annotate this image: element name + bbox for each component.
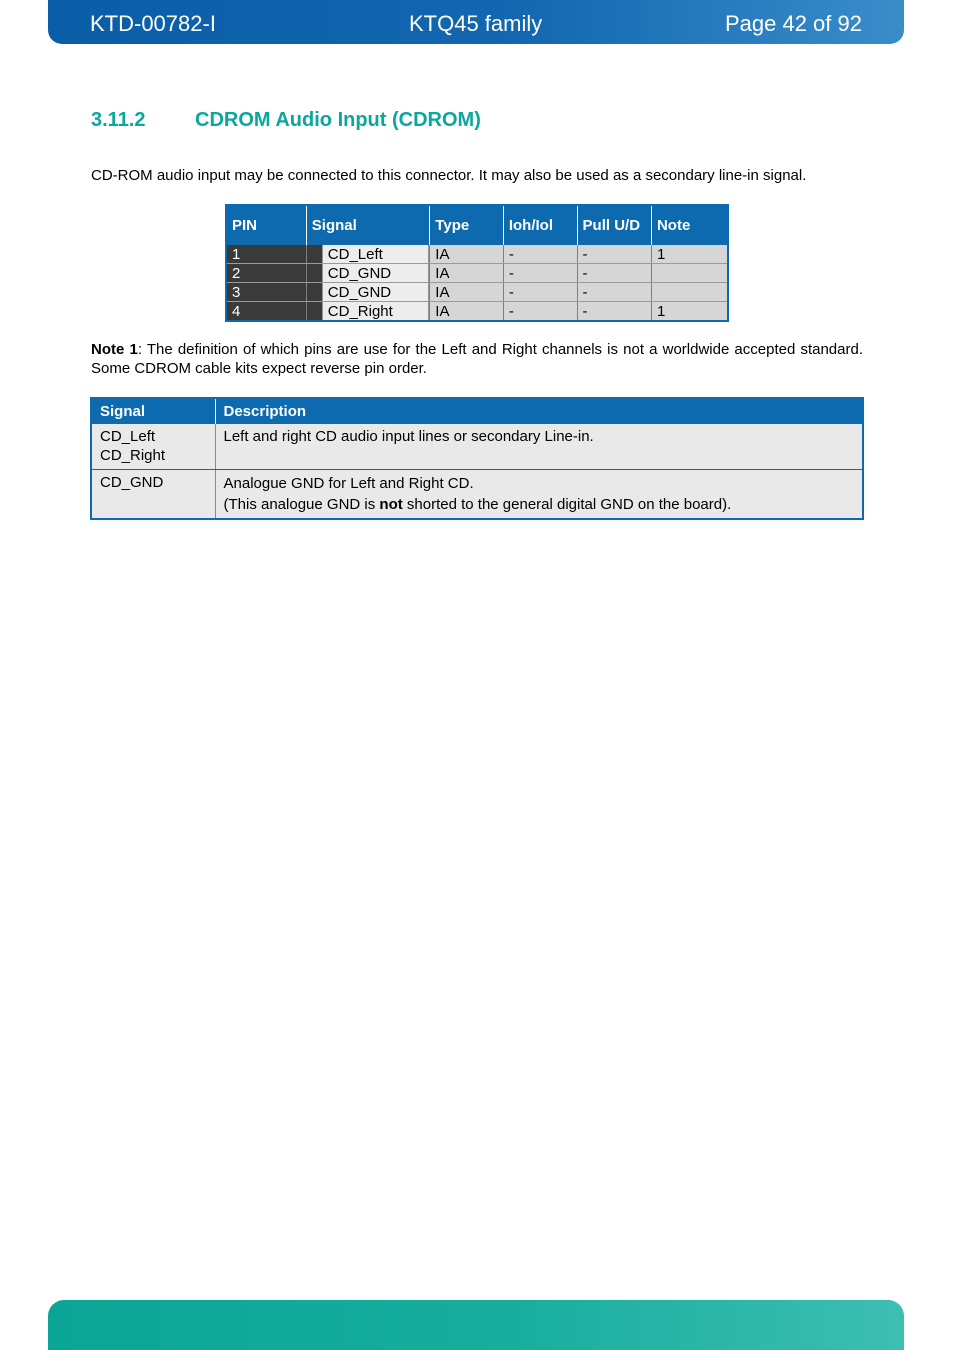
note-text: : The definition of which pins are use for the Left and Right channels is not a worldwide accepted standard. Some CDROM cable kits expect reverse pin order. [91,341,863,377]
ioh-iol-cell: - [503,245,577,264]
column-header-description: Description [215,398,863,424]
description-text: (This analogue GND is [223,496,380,513]
pin-table [225,204,729,322]
note-cell [651,264,728,283]
description-text: shorted to the general digital GND on the board). [402,496,732,513]
description-line: Left and right CD audio input lines or secondary Line-in. [223,428,594,445]
ioh-iol-cell: - [503,264,577,283]
table-row [226,264,728,283]
section-heading [91,106,481,134]
description-cell [215,424,863,470]
ioh-iol-cell: - [503,283,577,302]
pull-ud-cell: - [577,283,651,302]
table-row [91,470,863,520]
page-footer [48,1300,904,1350]
signal-cell [91,470,215,520]
pull-ud-cell: - [577,302,651,322]
note-cell: 1 [651,245,728,264]
column-header-signal: Signal [306,205,430,245]
table-row [91,424,863,470]
note-label: Note 1 [91,341,138,358]
note-cell: 1 [651,302,728,322]
table-row [226,302,728,322]
document-id: KTD-00782-I [90,11,216,36]
signal-cell: CD_Right [306,302,430,322]
note-cell [651,283,728,302]
signal-line: CD_Right [100,447,166,464]
pin-table-header-row [226,205,728,245]
pin-cell: 3 [226,283,306,302]
description-emphasis: not [379,496,403,513]
pin-cell: 4 [226,302,306,322]
description-line: Analogue GND for Left and Right CD. [223,475,474,492]
section-title: CDROM Audio Input (CDROM) [195,109,481,131]
type-cell: IA [430,302,504,322]
table-row [226,245,728,264]
type-cell: IA [430,264,504,283]
desc-table-header-row [91,398,863,424]
pin-cell: 2 [226,264,306,283]
signal-line: CD_Left [100,428,156,445]
signal-line: CD_GND [100,474,164,491]
column-header-pin: PIN [226,205,306,245]
column-header-type: Type [430,205,504,245]
ioh-iol-cell: - [503,302,577,322]
pull-ud-cell: - [577,245,651,264]
section-number: 3.11.2 [91,109,146,131]
type-cell: IA [430,283,504,302]
product-family: KTQ45 family [409,11,543,36]
column-header-ioh-iol: Ioh/Iol [503,205,577,245]
signal-cell: CD_GND [306,264,430,283]
pin-cell: 1 [226,245,306,264]
table-row [226,283,728,302]
signal-cell: CD_Left [306,245,430,264]
intro-paragraph: CD-ROM audio input may be connected to this connector. It may also be used as a secondary line-in signal. [91,167,807,184]
page-header [48,0,904,44]
signal-cell [91,424,215,470]
type-cell: IA [430,245,504,264]
description-cell [215,470,863,520]
signal-cell: CD_GND [306,283,430,302]
column-header-pull-ud: Pull U/D [577,205,651,245]
description-line [224,495,855,514]
signal-description-table [90,397,864,520]
column-header-signal: Signal [91,398,215,424]
note-paragraph [91,340,863,378]
pull-ud-cell: - [577,264,651,283]
page-number: Page 42 of 92 [724,11,862,36]
column-header-note: Note [651,205,728,245]
